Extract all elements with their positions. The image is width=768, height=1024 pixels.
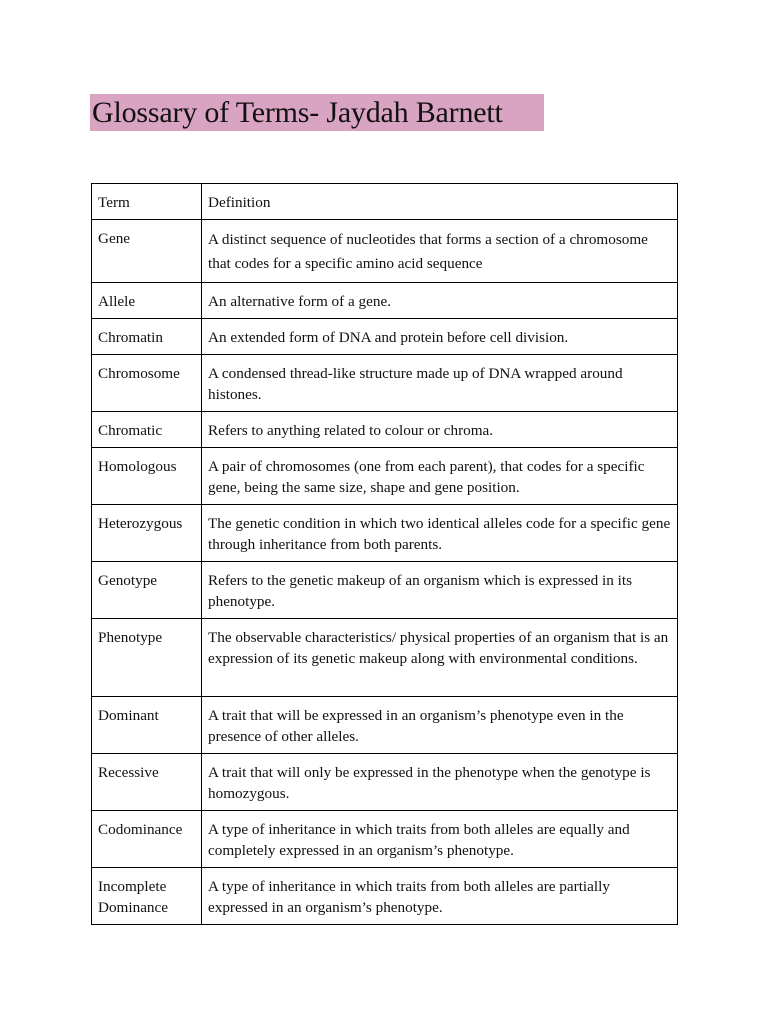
term-cell: Chromatic bbox=[92, 412, 202, 448]
term-cell: Allele bbox=[92, 283, 202, 319]
definition-cell: The observable characteristics/ physical properties of an organism that is an expression of its genetic makeup along with environmental conditions. bbox=[202, 619, 678, 697]
term-cell: Chromatin bbox=[92, 319, 202, 355]
table-header-row bbox=[92, 184, 678, 220]
term-cell: Heterozygous bbox=[92, 505, 202, 562]
term-cell: Gene bbox=[92, 220, 202, 283]
definition-cell: A distinct sequence of nucleotides that forms a section of a chromosome that codes for a specific amino acid sequence bbox=[202, 220, 678, 283]
table-row bbox=[92, 754, 678, 811]
definition-cell: An alternative form of a gene. bbox=[202, 283, 678, 319]
table-row bbox=[92, 220, 678, 283]
term-cell: Chromosome bbox=[92, 355, 202, 412]
definition-cell: A trait that will be expressed in an organism’s phenotype even in the presence of other alleles. bbox=[202, 697, 678, 754]
table-row bbox=[92, 412, 678, 448]
page-title: Glossary of Terms- Jaydah Barnett bbox=[92, 96, 503, 129]
term-cell: Recessive bbox=[92, 754, 202, 811]
table-row bbox=[92, 562, 678, 619]
term-cell: Incomplete Dominance bbox=[92, 868, 202, 925]
table-row bbox=[92, 697, 678, 754]
term-cell: Codominance bbox=[92, 811, 202, 868]
table-row bbox=[92, 283, 678, 319]
table-row bbox=[92, 448, 678, 505]
definition-cell: A pair of chromosomes (one from each parent), that codes for a specific gene, being the same size, shape and gene position. bbox=[202, 448, 678, 505]
term-cell: Phenotype bbox=[92, 619, 202, 697]
table-row bbox=[92, 868, 678, 925]
header-definition: Definition bbox=[202, 184, 678, 220]
term-cell: Homologous bbox=[92, 448, 202, 505]
definition-cell: The genetic condition in which two identical alleles code for a specific gene through inheritance from both parents. bbox=[202, 505, 678, 562]
table-row bbox=[92, 319, 678, 355]
table-row bbox=[92, 355, 678, 412]
glossary-table bbox=[91, 183, 678, 925]
table-row bbox=[92, 619, 678, 697]
definition-cell: A condensed thread-like structure made up of DNA wrapped around histones. bbox=[202, 355, 678, 412]
table-row bbox=[92, 811, 678, 868]
header-term: Term bbox=[92, 184, 202, 220]
definition-cell: Refers to anything related to colour or chroma. bbox=[202, 412, 678, 448]
definition-cell: A type of inheritance in which traits from both alleles are partially expressed in an organism’s phenotype. bbox=[202, 868, 678, 925]
definition-cell: A trait that will only be expressed in the phenotype when the genotype is homozygous. bbox=[202, 754, 678, 811]
definition-cell: Refers to the genetic makeup of an organism which is expressed in its phenotype. bbox=[202, 562, 678, 619]
table-row bbox=[92, 505, 678, 562]
term-cell: Dominant bbox=[92, 697, 202, 754]
term-cell: Genotype bbox=[92, 562, 202, 619]
definition-cell: A type of inheritance in which traits from both alleles are equally and completely expressed in an organism’s phenotype. bbox=[202, 811, 678, 868]
definition-cell: An extended form of DNA and protein before cell division. bbox=[202, 319, 678, 355]
